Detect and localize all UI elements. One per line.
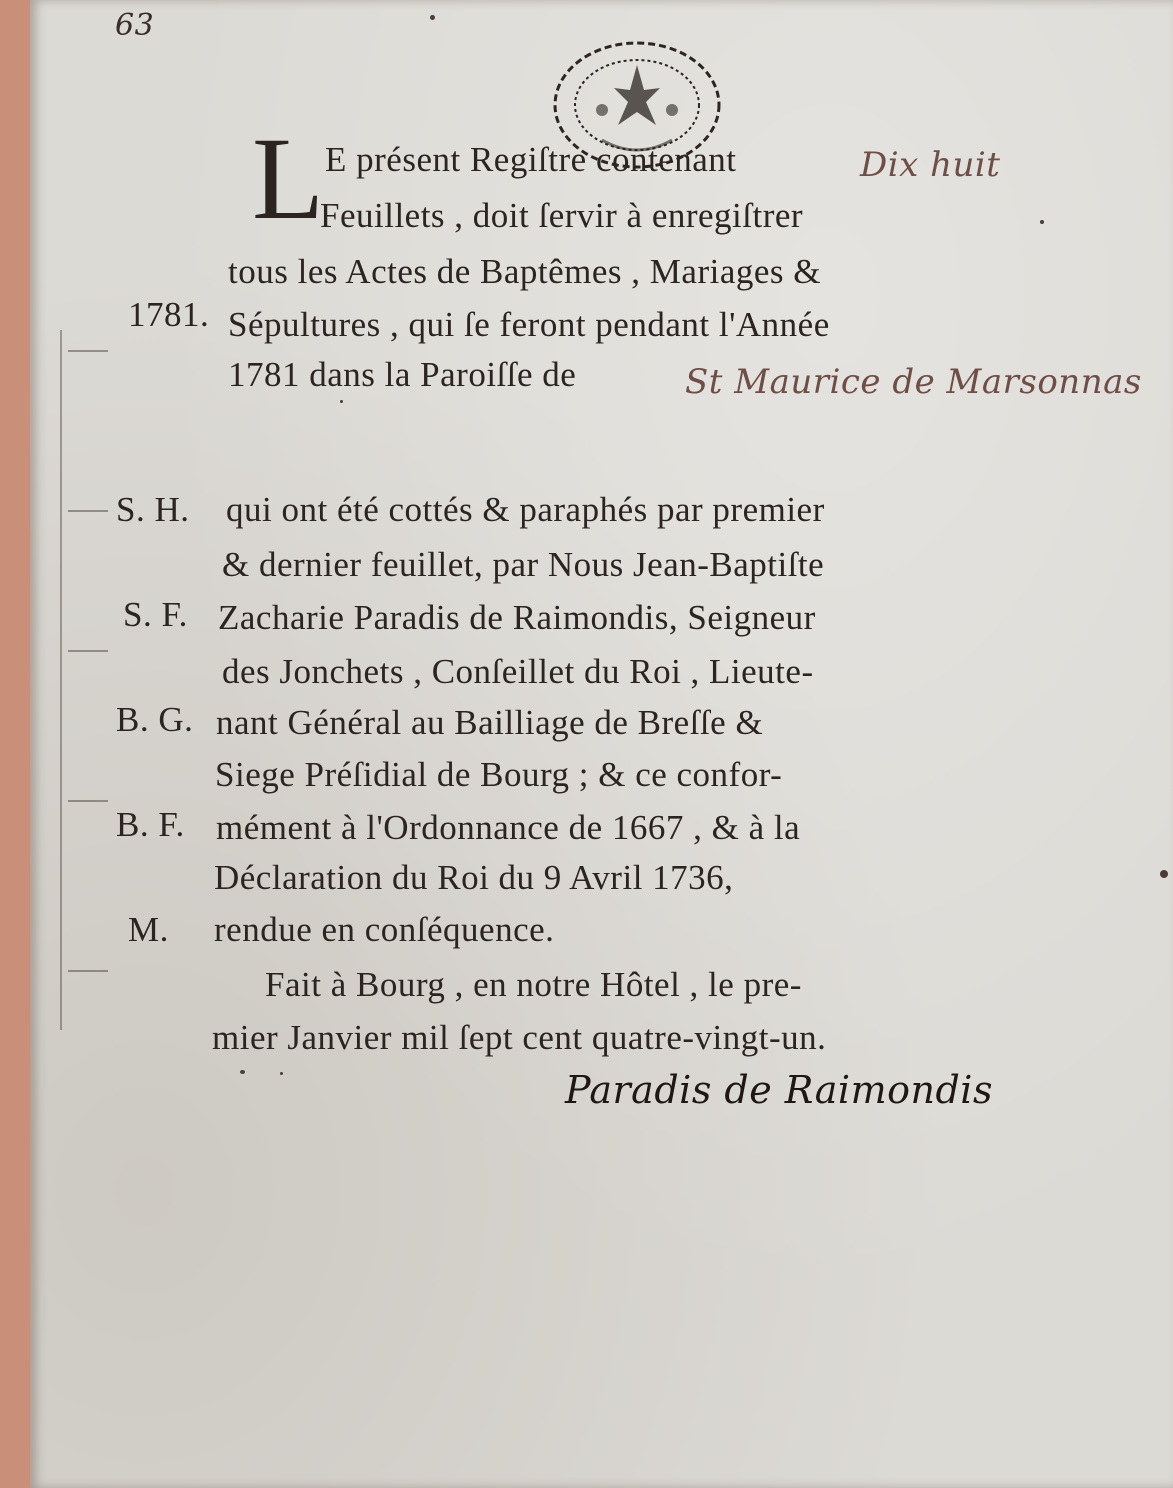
- margin-letters-bf: B. F.: [116, 805, 185, 844]
- body-line-5: nant Général au Bailliage de Breſſe &: [216, 703, 764, 742]
- text-line-2: Feuillets , doit ſervir à enregiſtrer: [320, 196, 804, 235]
- text-line-1: E présent Regiſtre contenant: [325, 140, 737, 179]
- folio-number: 63: [115, 8, 155, 43]
- margin-year: 1781.: [128, 295, 210, 334]
- body-line-1: qui ont été cottés & paraphés par premier: [226, 490, 825, 529]
- body-line-9: rendue en conſéquence.: [214, 910, 555, 949]
- register-page: [30, 0, 1173, 1488]
- handwritten-signature: Paradis de Raimondis: [565, 1068, 993, 1112]
- margin-letters-m: M.: [128, 910, 169, 949]
- closing-line-2: mier Janvier mil ſept cent quatre-vingt-un.: [212, 1018, 827, 1057]
- body-line-4: des Jonchets , Conſeillet du Roi , Lieute-: [222, 652, 814, 691]
- text-line-5: 1781 dans la Paroiſſe de: [228, 355, 577, 394]
- body-line-8: Déclaration du Roi du 9 Avril 1736,: [214, 858, 734, 897]
- body-line-7: mément à l'Ordonnance de 1667 , & à la: [216, 808, 801, 847]
- body-line-2: & dernier feuillet, par Nous Jean-Baptiſte: [222, 545, 825, 584]
- binding-edge: [60, 330, 117, 1030]
- body-line-6: Siege Préſidial de Bourg ; & ce confor-: [215, 755, 783, 794]
- margin-letters-bg: B. G.: [116, 700, 194, 739]
- closing-line-1: Fait à Bourg , en notre Hôtel , le pre-: [265, 965, 802, 1004]
- margin-letters-sh: S. H.: [116, 490, 190, 529]
- text-line-3: tous les Actes de Baptêmes , Mariages &: [228, 252, 821, 291]
- margin-letters-sf: S. F.: [123, 595, 188, 634]
- drop-cap-letter: L: [252, 113, 325, 244]
- body-line-3: Zacharie Paradis de Raimondis, Seigneur: [218, 598, 816, 637]
- text-line-4: Sépultures , qui ſe feront pendant l'Année: [228, 305, 830, 344]
- handwritten-leaf-count: Dix huit: [860, 145, 1001, 185]
- handwritten-parish-name: St Maurice de Marsonnas: [685, 362, 1142, 402]
